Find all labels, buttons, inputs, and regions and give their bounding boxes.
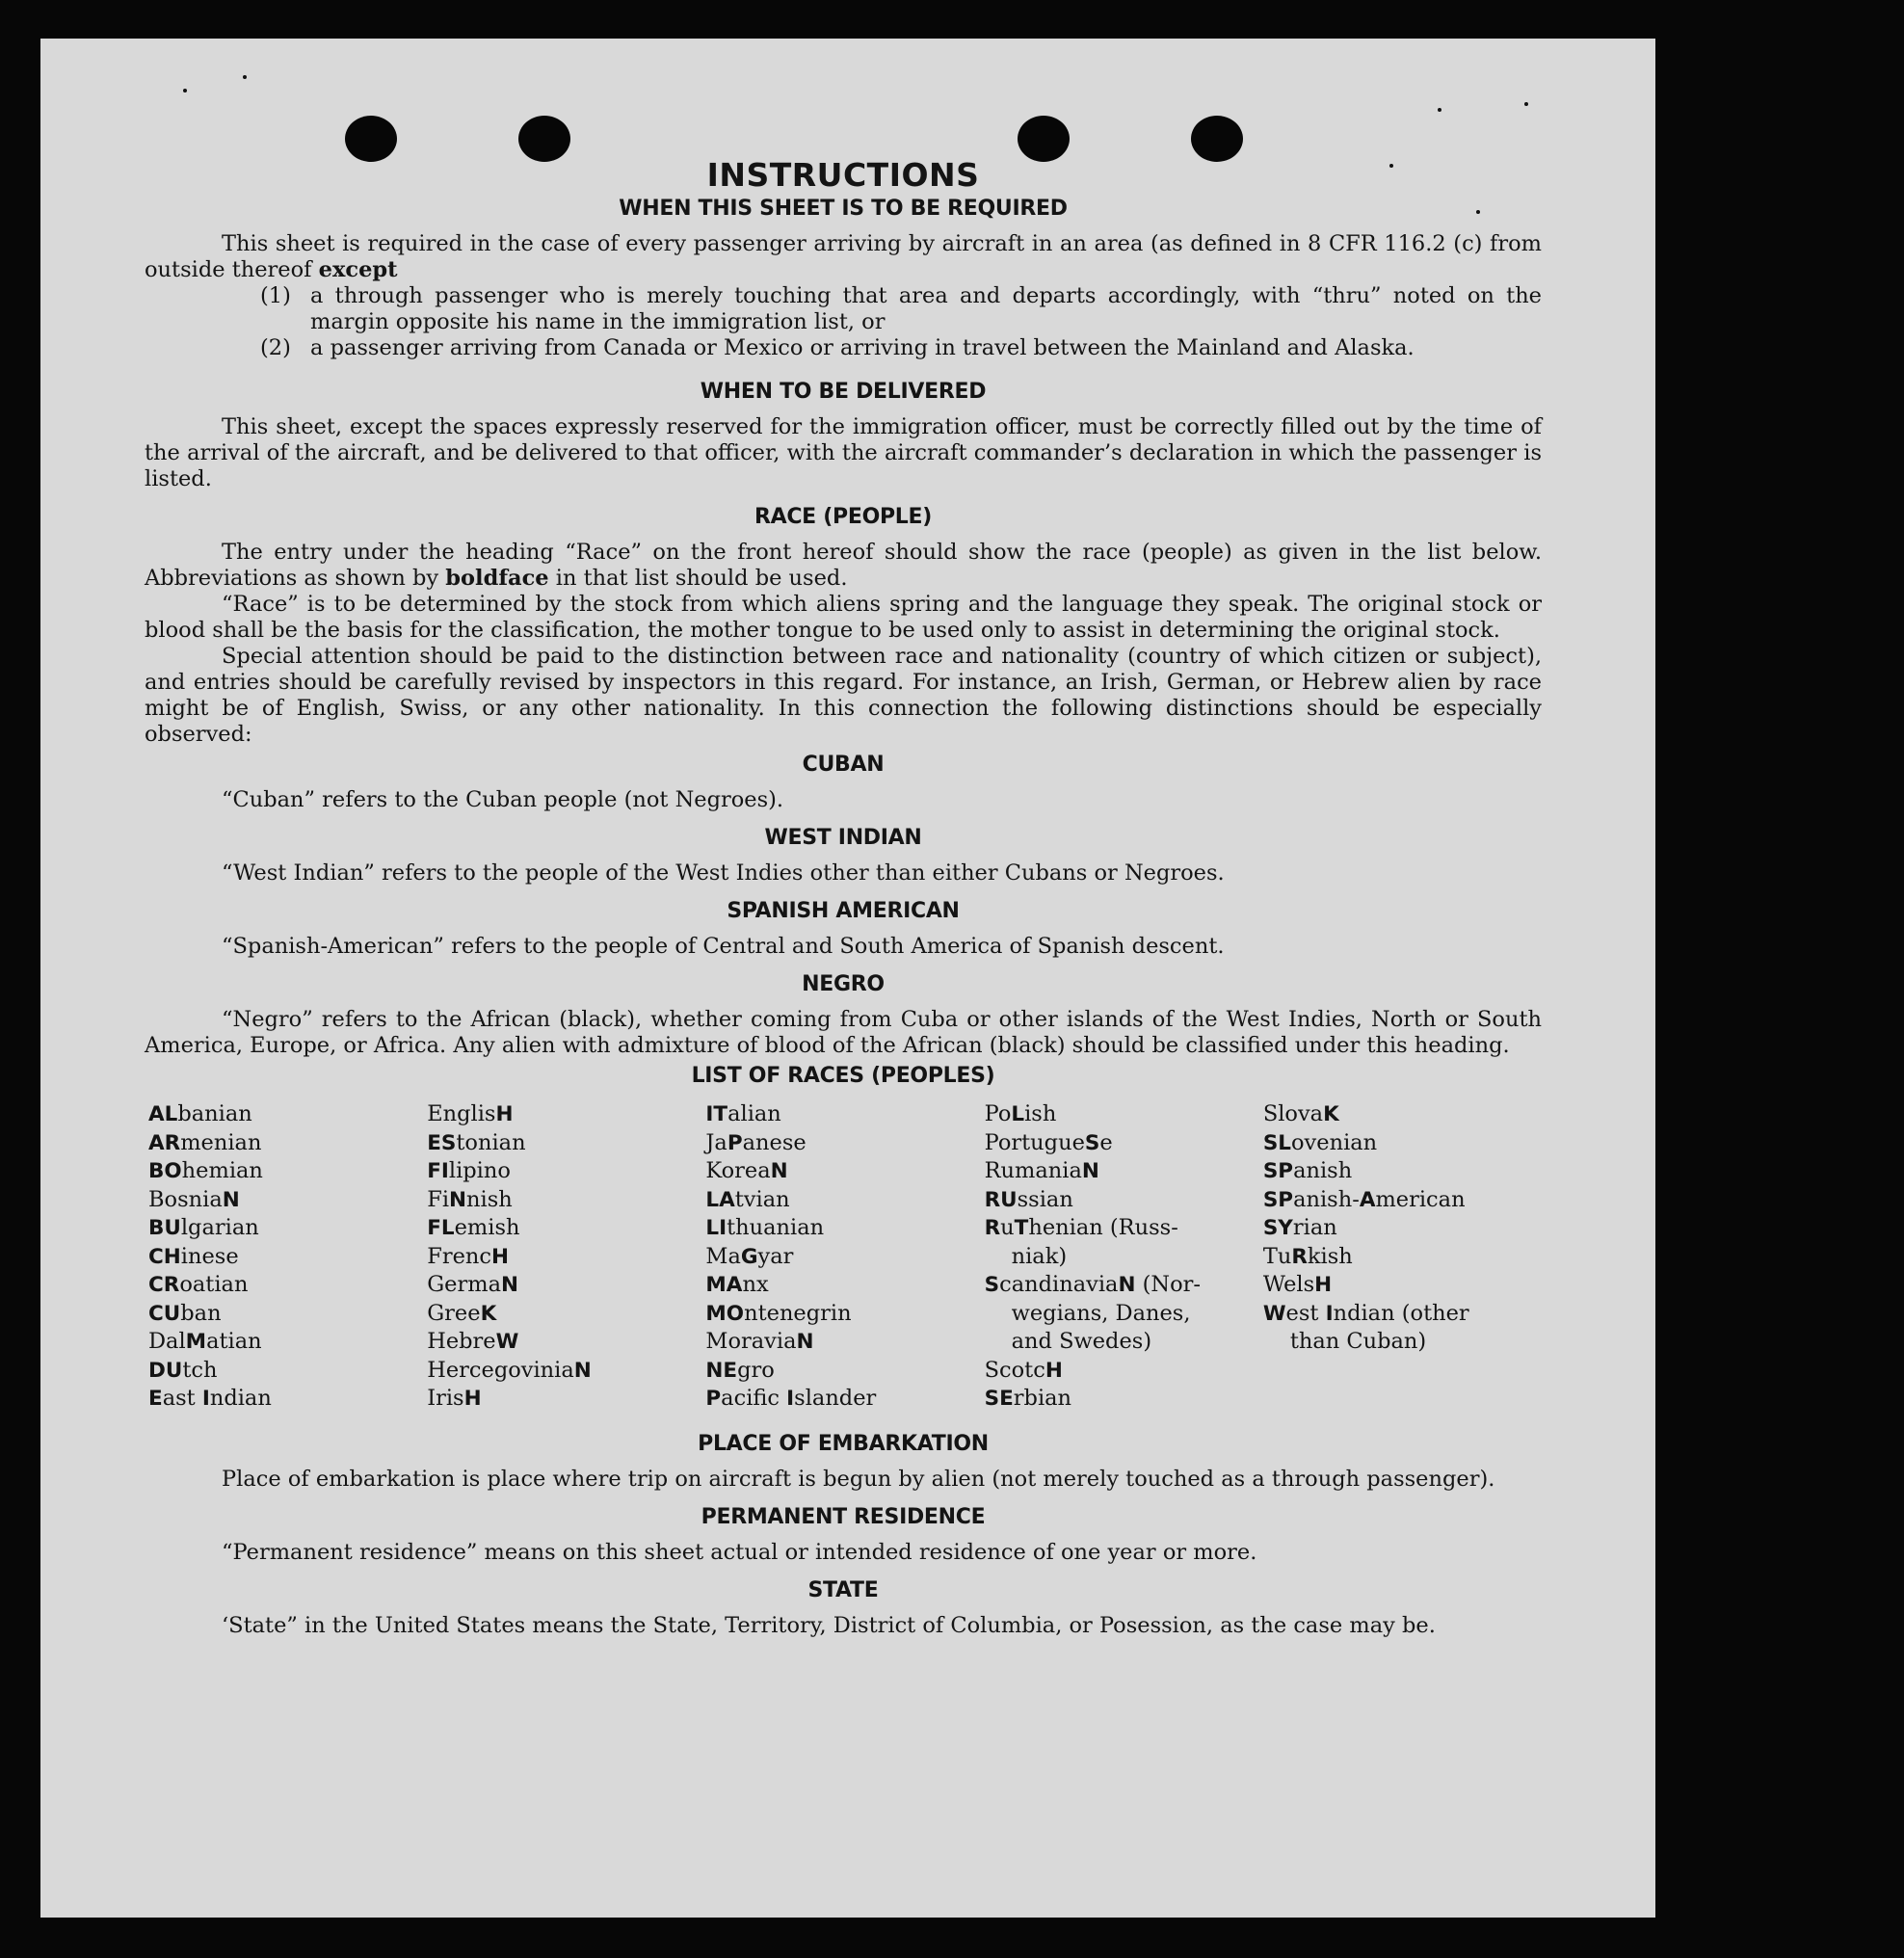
section-heading-embarkation: PLACE OF EMBARKATION [698, 1431, 989, 1456]
race-entry: Pacific Islander [705, 1386, 877, 1411]
race-entry: HercegoviniaN [427, 1357, 592, 1383]
instructions-content [145, 156, 1542, 1639]
section-heading-west-indian: WEST INDIAN [764, 826, 922, 850]
race-entry: BosniaN [148, 1186, 240, 1212]
race-entry: niak) [1011, 1243, 1068, 1269]
punch-hole [345, 116, 397, 162]
cuban-paragraph: “Cuban” refers to the Cuban people (not Negroes). [222, 787, 784, 812]
race-entry: wegians, Danes, [1011, 1300, 1191, 1326]
required-item [145, 283, 1542, 335]
race-entry: ScotcH [984, 1357, 1063, 1383]
race-entry: HebreW [427, 1329, 519, 1354]
race-entry: ALbanian [148, 1101, 252, 1126]
speck [1438, 108, 1441, 112]
race-entry: IrisH [427, 1386, 482, 1411]
required-intro: This sheet is required in the case of every passenger arriving by aircraft in an area (as defined in 8 CFR 116.2 (c) from outside thereof [145, 231, 1542, 282]
item-text: a passenger arriving from Canada or Mexico or arriving in travel between the Mainland and Alaska. [310, 335, 1415, 360]
west-indian-paragraph: “West Indian” refers to the people of the West Indies other than either Cubans or Negroes. [222, 860, 1225, 886]
race-entry: GreeK [427, 1300, 497, 1326]
race-entry: NEgro [705, 1357, 775, 1383]
embarkation-paragraph: Place of embarkation is place where trip on aircraft is begun by alien (not merely touched as a through passenger). [222, 1466, 1495, 1492]
race-column [427, 1100, 705, 1414]
state-paragraph: ‘State” in the United States means the State, Territory, District of Columbia, or Posession, as the case may be. [222, 1612, 1436, 1638]
spanish-american-paragraph: “Spanish-American” refers to the people of Central and South America of Spanish descent. [222, 934, 1225, 959]
item-text: a through passenger who is merely touching that area and departs accordingly, with “thru” noted on the margin opposite his name in the immigration list, or [310, 283, 1542, 334]
race-entry: MoraviaN [705, 1329, 814, 1354]
section-heading-delivered: WHEN TO BE DELIVERED [700, 380, 987, 404]
race-entry: EStonian [427, 1129, 526, 1155]
race-entry: RumaniaN [984, 1158, 1099, 1183]
race-entry: PortugueSe [984, 1129, 1113, 1155]
race-entry: BUlgarian [148, 1215, 259, 1240]
race-list [145, 1100, 1542, 1414]
race-paragraph-1 [145, 540, 1542, 592]
section-heading-list: LIST OF RACES (PEOPLES) [691, 1064, 995, 1088]
race-paragraph-2: “Race” is to be determined by the stock from which aliens spring and the language they speak. The original stock or blood shall be the basis for the classification, the mother tongue to be used only to assist in determining the original stock. [145, 592, 1542, 643]
race-paragraph-3: Special attention should be paid to the distinction between race and nationality (country of which citizen or subject), and entries should be carefully revised by inspectors in this regard. For instance, an Irish, German, or Hebrew alien by race might be of English, Swiss, or any other nationality. In this connection the following distinctions should be especially observed: [145, 644, 1542, 747]
section-heading-required: WHEN THIS SHEET IS TO BE REQUIRED [619, 197, 1068, 221]
race-entry: FIlipino [427, 1158, 511, 1183]
speck [183, 89, 187, 93]
race-entry: FrencH [427, 1243, 509, 1269]
race-entry: SErbian [984, 1386, 1072, 1411]
race-entry: FiNnish [427, 1186, 513, 1212]
document-sheet [40, 39, 1655, 1918]
speck [243, 75, 247, 79]
race-entry: ITalian [705, 1101, 781, 1126]
race-entry: FLemish [427, 1215, 520, 1240]
required-paragraph [145, 231, 1542, 283]
race-entry: SPanish [1262, 1158, 1353, 1183]
required-item [145, 335, 1542, 361]
race-entry: West Indian (other [1262, 1300, 1469, 1326]
punch-hole [1191, 116, 1243, 162]
race-entry: RUssian [984, 1186, 1073, 1212]
race-entry: TuRkish [1262, 1243, 1353, 1269]
item-number: (2) [260, 335, 291, 360]
race-p1-b: in that list should be used. [555, 566, 848, 591]
race-entry: East Indian [148, 1386, 272, 1411]
negro-paragraph: “Negro” refers to the African (black), whether coming from Cuba or other islands of the West Indies, North or South America, Europe, or Africa. Any alien with admixture of blood of the African (black) should be classified under this heading. [145, 1007, 1542, 1058]
race-entry: KoreaN [705, 1158, 788, 1183]
race-entry: JaPanese [705, 1129, 807, 1155]
race-p1-bold: boldface [445, 566, 549, 591]
race-entry: CUban [148, 1300, 222, 1326]
race-entry: ARmenian [148, 1129, 262, 1155]
race-p1-a: The entry under the heading “Race” on the front hereof should show the race (people) as given in the list below. Abbreviations as shown by [145, 540, 1542, 591]
race-entry: BOhemian [148, 1158, 263, 1183]
punch-hole [1018, 116, 1070, 162]
residence-paragraph: “Permanent residence” means on this sheet actual or intended residence of one year or more. [222, 1539, 1257, 1565]
race-entry: GermaN [427, 1272, 518, 1297]
delivered-paragraph: This sheet, except the spaces expressly reserved for the immigration officer, must be correctly filled out by the time of the arrival of the aircraft, and be delivered to that officer, with the aircraft commander’s declaration in which the passenger is listed. [145, 414, 1542, 491]
race-entry: SlovaK [1262, 1101, 1339, 1126]
section-heading-cuban: CUBAN [802, 753, 885, 777]
section-heading-residence: PERMANENT RESIDENCE [701, 1504, 986, 1529]
race-entry: SLovenian [1262, 1129, 1378, 1155]
race-entry: LAtvian [705, 1186, 790, 1212]
race-entry: SPanish-American [1262, 1186, 1466, 1212]
section-heading-state: STATE [807, 1577, 879, 1602]
race-column [705, 1100, 984, 1414]
race-entry: and Swedes) [1011, 1329, 1152, 1354]
required-intro-bold: except [318, 257, 398, 282]
race-entry: MOntenegrin [705, 1300, 852, 1326]
document-title: INSTRUCTIONS [706, 156, 980, 194]
race-entry: MaGyar [705, 1243, 794, 1269]
race-entry: MAnx [705, 1272, 769, 1297]
punch-hole [518, 116, 570, 162]
race-column [985, 1100, 1263, 1414]
race-entry: than Cuban) [1289, 1329, 1427, 1354]
race-entry: DalMatian [148, 1329, 262, 1354]
race-entry: CRoatian [148, 1272, 249, 1297]
race-entry: LIthuanian [705, 1215, 825, 1240]
race-entry: CHinese [148, 1243, 239, 1269]
race-entry: RuThenian (Russ- [984, 1215, 1178, 1240]
race-column [1263, 1100, 1542, 1414]
race-entry: DUtch [148, 1357, 218, 1383]
section-heading-race: RACE (PEOPLE) [754, 505, 933, 529]
race-entry: ScandinaviaN (Nor- [984, 1272, 1201, 1297]
race-entry: PoLish [984, 1101, 1057, 1126]
section-heading-negro: NEGRO [802, 972, 885, 996]
race-entry: EnglisH [427, 1101, 514, 1126]
race-entry: WelsH [1262, 1272, 1333, 1297]
section-heading-spanish-american: SPANISH AMERICAN [727, 899, 960, 923]
race-column [148, 1100, 427, 1414]
race-entry: SYrian [1262, 1215, 1337, 1240]
speck [1524, 102, 1528, 106]
item-number: (1) [260, 283, 291, 308]
